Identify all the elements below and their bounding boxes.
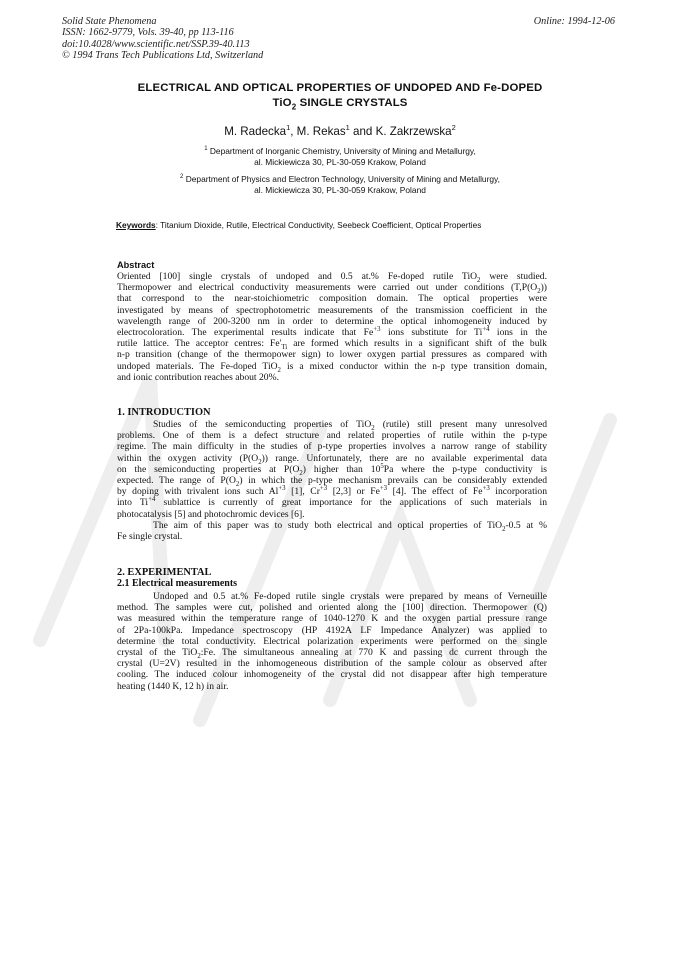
experimental-heading: 2. EXPERIMENTAL — [117, 567, 212, 578]
issn: ISSN: 1662-9779, Vols. 39-40, pp 113-116 — [62, 27, 234, 39]
online-date: Online: 1994-12-06 — [533, 16, 615, 27]
authors: M. Radecka$^1$, M. Rekas$^1$ and K. Zakrzewska$^2$ — [224, 123, 456, 138]
publication-info — [62, 16, 263, 62]
electrical-measurements-heading: 2.1 Electrical measurements — [117, 578, 238, 589]
keywords — [116, 220, 546, 231]
journal-name: Solid State Phenomena — [62, 16, 157, 27]
introduction-body: Studies of the semiconducting properties of TiO$_2$ (rutile) still present many unresolved problems. One of them is a defect structure and related properties of rutile within the p-type regime. The main difficulty in the studies of p-type properties involves a narrow range of stability within the oxygen activity $(P(O_2))$ range. Unfortunately, there are no available experimental data on the semiconducting properties at $P(O_2)$ higher than $10^5Pa$ where the p-type conductivity is expected. The range of $P(O_2)$ in which the p-type mechanism prevails can be considerably extended by doping with trivalent ions such $Al^{+3}$ [1], $Cr^{+3}$ [2,3] or $Fe^{+3}$ [4]. The effect of $Fe^{+3}$ incorporation into $Ti^{+4}$ sublattice is currently of great importance for the applications of such materials in photocatalysis [5] and photochromic devices [6]. The aim of this paper was to study both electrical and optical properties of TiO$_2$-0.5 at % Fe single crystal. — [117, 419, 547, 542]
affiliation-2: $^2$ Department of Physics and Electron Technology, University of Mining and Metallurgy, al. Mickiewicza 30, PL-30-059 Krakow, Poland — [180, 173, 500, 195]
doi[interactable]: doi:10.4028/www.scientific.net/SSP.39-40.113 — [62, 38, 250, 50]
paper-title-line-2: TiO$_2$ SINGLE CRYSTALS — [272, 97, 408, 112]
paper-title-line-1: ELECTRICAL AND OPTICAL PROPERTIES OF UNDOPED AND Fe-DOPED — [137, 82, 543, 94]
abstract-body: Oriented [100] single crystals of undoped and 0.5 at.% Fe-doped rutile TiO$_2$ were studied. Thermopower and electrical conductivity measurements were carried out under conditions $(T,P(O_2))$ that correspond to the near-stoichiometric composition domain. The optical properties were investigated by means of spectrophotometric measurements of the transmission coefficient in the wavelength range of 200-3200 nm in order to determine the optical inhomogeneity induced by electrocoloration. The experimental results indicate that $Fe^{+3}$ ions substitute for $Ti^{+4}$ ions in the rutile lattice. The acceptor centres: $Fe'_{Ti}$ are formed which results in a significant shift of the bulk n-p transition (change of the thermopower sign) to lower oxygen partial pressures as compared with undoped materials. The Fe-doped TiO$_2$ is a mixed conductor within the n-p type transition domain, and ionic contribution reaches about 20%. — [117, 271, 547, 383]
copyright: © 1994 Trans Tech Publications Ltd, Switzerland — [62, 50, 264, 62]
introduction-heading: 1. INTRODUCTION — [117, 407, 211, 418]
keywords-text: : Titanium Dioxide, Rutile, Electrical Conductivity, Seebeck Coefficient, Optical Properties — [155, 220, 482, 230]
keywords-label: Keywords — [116, 220, 156, 230]
experimental-body: Undoped and 0.5 at.% Fe-doped rutile single crystals were prepared by means of Verneuille method. The samples were cut, polished and oriented along the [100] direction. Thermopower (Q) was measured within the temperature range of 1040-1270 K and the oxygen partial pressure range of 2Pa-100kPa. Impedance spectroscopy (HP 4192A LF Impedance Analyzer) was applied to determine the total conductivity. Electrical polarization experiments were performed on the single crystal of the TiO$_2$:Fe. The simultaneous annealing at 770 K and passing dc current through the crystal (U=2V) resulted in the inhomogeneous distribution of the sample colour as observed after cooling. The induced colour inhomogeneity of the crystal did not disappear after high temperature heating (1440 K, 12 h) in air. — [117, 591, 547, 692]
affiliation-1: $^1$ Department of Inorganic Chemistry, University of Mining and Metallurgy, al. Mickiewicza 30, PL-30-059 Krakow, Poland — [204, 145, 476, 167]
abstract-heading: Abstract — [117, 260, 155, 270]
